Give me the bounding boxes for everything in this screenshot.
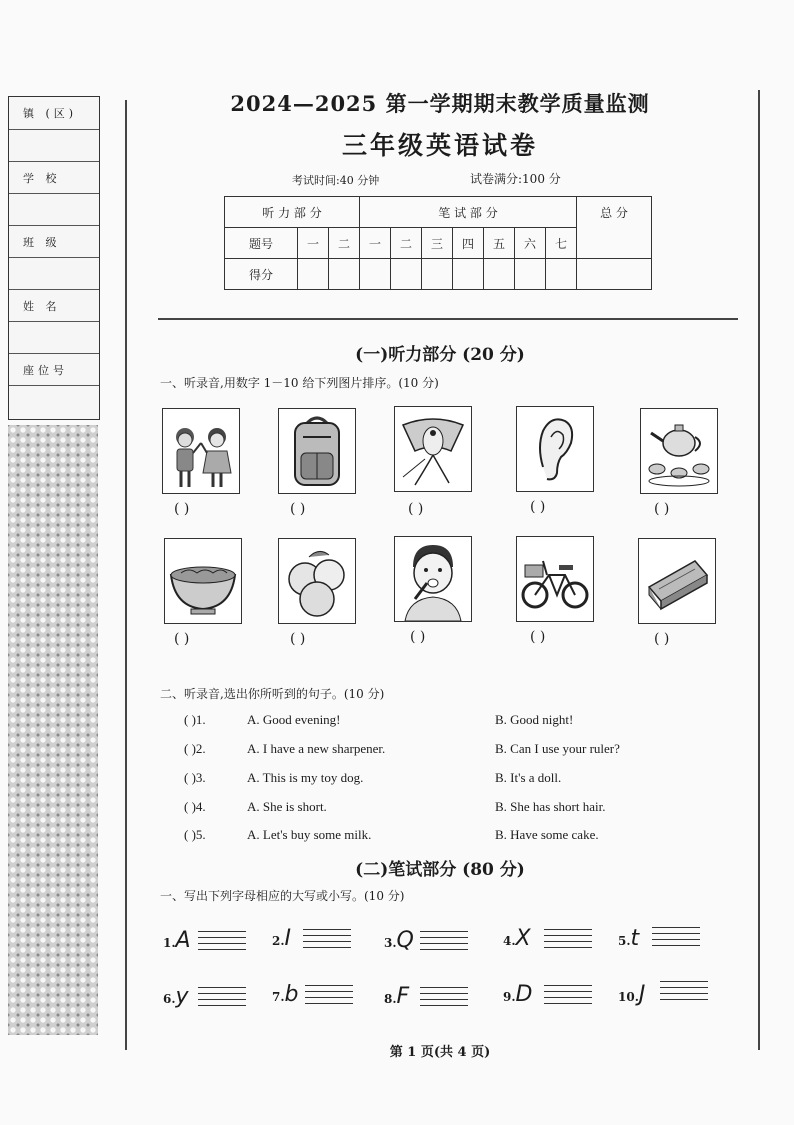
letter-writing-lines[interactable] <box>198 926 246 952</box>
binding-dot-pattern <box>8 425 98 1035</box>
writing-col-1: 一 <box>360 228 391 259</box>
picture-answer-2[interactable]: ( ) <box>290 501 306 517</box>
letter-writing-lines[interactable] <box>544 980 592 1006</box>
choice-a: A. Good evening! <box>247 712 341 727</box>
letter-writing-lines[interactable] <box>420 982 468 1008</box>
name-field[interactable] <box>9 321 99 354</box>
listening-q2-instruction: 二、听录音,选出你所听到的句子。(10 分) <box>160 687 385 701</box>
picture-answer-8[interactable]: ( ) <box>410 629 426 645</box>
picture-answer-10[interactable]: ( ) <box>654 631 670 647</box>
writing-col-4: 四 <box>453 228 484 259</box>
writing-part-title: (二)笔试部分 (80 分) <box>355 860 525 880</box>
score-cell[interactable] <box>329 259 360 290</box>
letter-item: 5.t <box>618 926 640 951</box>
letter-writing-lines[interactable] <box>544 924 592 950</box>
letter-writing-lines[interactable] <box>305 980 353 1006</box>
writing-col-5: 五 <box>484 228 515 259</box>
score-cell[interactable] <box>391 259 422 290</box>
choice-b: B. She has short hair. <box>495 799 606 814</box>
district-field[interactable] <box>9 129 99 162</box>
boy-brushing-teeth-picture <box>394 536 472 622</box>
picture-answer-1[interactable]: ( ) <box>174 501 190 517</box>
noodles-bowl-picture <box>164 538 242 624</box>
letter-item: 3.Q <box>384 928 414 953</box>
total-header: 总 分 <box>577 197 652 259</box>
teapot-set-picture <box>640 408 718 494</box>
letter-item: 6.y <box>163 984 189 1009</box>
writing-col-6: 六 <box>515 228 546 259</box>
letter-item: 2.I <box>272 926 292 951</box>
right-margin-line <box>758 90 760 1050</box>
name-label: 姓 名 <box>9 289 99 322</box>
seat-number-field[interactable] <box>9 385 99 420</box>
choice-b: B. It's a doll. <box>495 770 562 785</box>
kite-picture <box>394 406 472 492</box>
listening-header: 听 力 部 分 <box>225 197 360 228</box>
listening-q1-instruction: 一、听录音,用数字 1－10 给下列图片排序。(10 分) <box>160 376 439 390</box>
letter-item: 8.F <box>384 984 410 1009</box>
children-waving-picture <box>162 408 240 494</box>
class-field[interactable] <box>9 257 99 290</box>
pencil-box-picture <box>638 538 716 624</box>
picture-answer-3[interactable]: ( ) <box>408 501 424 517</box>
listening-col-1: 一 <box>298 228 329 259</box>
class-label: 班 级 <box>9 225 99 258</box>
letter-item: 10.J <box>618 982 646 1007</box>
peaches-picture <box>278 538 356 624</box>
page-number: 第 1 页(共 4 页) <box>389 1045 491 1060</box>
score-cell[interactable] <box>453 259 484 290</box>
seat-number-label: 座位号 <box>9 353 99 386</box>
letter-item: 1.A <box>163 928 191 953</box>
writing-col-7: 七 <box>546 228 577 259</box>
score-cell[interactable] <box>546 259 577 290</box>
score-cell[interactable] <box>422 259 453 290</box>
header-divider <box>158 318 738 320</box>
choice-b: B. Have some cake. <box>495 827 599 842</box>
writing-col-3: 三 <box>422 228 453 259</box>
letter-writing-lines[interactable] <box>198 982 246 1008</box>
choice-a: A. This is my toy dog. <box>247 770 364 785</box>
letter-writing-lines[interactable] <box>420 926 468 952</box>
backpack-picture <box>278 408 356 494</box>
district-label: 镇 (区) <box>23 107 78 120</box>
writing-col-2: 二 <box>391 228 422 259</box>
picture-answer-5[interactable]: ( ) <box>654 501 670 517</box>
choice-item-number[interactable]: ( )3. <box>184 770 206 785</box>
listening-col-2: 二 <box>329 228 360 259</box>
choice-a: A. Let's buy some milk. <box>247 827 372 842</box>
score-label: 得分 <box>225 259 298 290</box>
choice-item-number[interactable]: ( )2. <box>184 741 206 756</box>
bicycle-picture <box>516 536 594 622</box>
listening-part-title: (一)听力部分 (20 分) <box>355 345 525 365</box>
full-mark: 试卷满分:100 分 <box>470 172 561 186</box>
score-table <box>224 196 652 290</box>
choice-item-number[interactable]: ( )5. <box>184 827 206 842</box>
ear-picture <box>516 406 594 492</box>
student-info-box <box>8 96 100 420</box>
choice-a: A. She is short. <box>247 799 327 814</box>
exam-title: 2024—2025 第一学期期末教学质量监测 <box>230 91 650 116</box>
school-label: 学 校 <box>9 161 99 194</box>
question-number-label: 题号 <box>225 228 298 259</box>
letter-item: 9.D <box>503 982 533 1007</box>
school-field[interactable] <box>9 193 99 226</box>
picture-answer-7[interactable]: ( ) <box>290 631 306 647</box>
writing-q1-instruction: 一、写出下列字母相应的大写或小写。(10 分) <box>160 889 405 903</box>
letter-writing-lines[interactable] <box>303 924 351 950</box>
left-margin-line <box>125 100 127 1050</box>
total-score-cell[interactable] <box>577 259 652 290</box>
letter-writing-lines[interactable] <box>652 922 700 948</box>
choice-item-number[interactable]: ( )1. <box>184 712 206 727</box>
choice-item-number[interactable]: ( )4. <box>184 799 206 814</box>
exam-subtitle: 三年级英语试卷 <box>341 131 538 160</box>
picture-answer-6[interactable]: ( ) <box>174 631 190 647</box>
picture-answer-9[interactable]: ( ) <box>530 629 546 645</box>
exam-time: 考试时间:40 分钟 <box>292 174 380 187</box>
score-cell[interactable] <box>484 259 515 290</box>
letter-item: 7.b <box>272 982 299 1007</box>
picture-answer-4[interactable]: ( ) <box>530 499 546 515</box>
choice-b: B. Good night! <box>495 712 574 727</box>
choice-a: A. I have a new sharpener. <box>247 741 386 756</box>
letter-writing-lines[interactable] <box>660 976 708 1002</box>
choice-b: B. Can I use your ruler? <box>495 741 620 756</box>
score-cell[interactable] <box>515 259 546 290</box>
writing-header: 笔 试 部 分 <box>360 197 577 228</box>
letter-item: 4.X <box>503 926 531 951</box>
score-cell[interactable] <box>360 259 391 290</box>
score-cell[interactable] <box>298 259 329 290</box>
